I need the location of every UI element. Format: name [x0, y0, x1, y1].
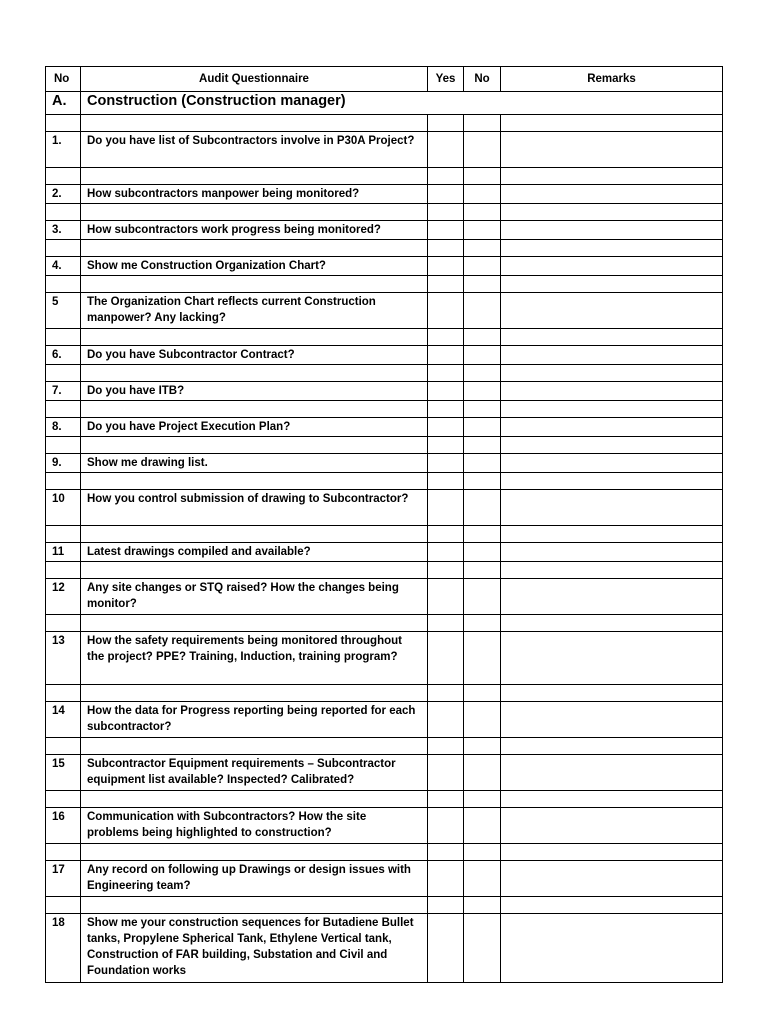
- spacer-cell: [46, 204, 81, 221]
- spacer-cell: [464, 685, 501, 702]
- yes-cell[interactable]: [428, 755, 464, 791]
- remarks-cell[interactable]: [501, 132, 723, 168]
- spacer-cell: [501, 473, 723, 490]
- no-cell[interactable]: [464, 257, 501, 276]
- remarks-cell[interactable]: [501, 914, 723, 983]
- remarks-cell[interactable]: [501, 543, 723, 562]
- question-text: How subcontractors work progress being monitored?: [81, 221, 428, 240]
- spacer-cell: [501, 844, 723, 861]
- no-cell[interactable]: [464, 702, 501, 738]
- header-no-answer: No: [464, 67, 501, 92]
- question-row: [46, 755, 723, 791]
- yes-cell[interactable]: [428, 221, 464, 240]
- question-text: The Organization Chart reflects current Construction manpower? Any lacking?: [81, 293, 428, 329]
- spacer-row: [46, 685, 723, 702]
- question-text: How the data for Progress reporting being reported for each subcontractor?: [81, 702, 428, 738]
- spacer-cell: [46, 401, 81, 418]
- spacer-cell: [501, 526, 723, 543]
- yes-cell[interactable]: [428, 543, 464, 562]
- question-row: [46, 861, 723, 897]
- question-number: 18: [46, 914, 81, 983]
- question-number: 12: [46, 579, 81, 615]
- question-row: [46, 382, 723, 401]
- no-cell[interactable]: [464, 346, 501, 365]
- spacer-cell: [501, 562, 723, 579]
- spacer-row: [46, 897, 723, 914]
- spacer-cell: [428, 791, 464, 808]
- remarks-cell[interactable]: [501, 490, 723, 526]
- question-row: [46, 808, 723, 844]
- spacer-cell: [81, 615, 428, 632]
- yes-cell[interactable]: [428, 490, 464, 526]
- spacer-cell: [46, 365, 81, 382]
- spacer-cell: [464, 897, 501, 914]
- question-text: Any site changes or STQ raised? How the changes being monitor?: [81, 579, 428, 615]
- yes-cell[interactable]: [428, 382, 464, 401]
- spacer-cell: [464, 401, 501, 418]
- spacer-cell: [81, 685, 428, 702]
- question-number: 2.: [46, 185, 81, 204]
- question-row: [46, 221, 723, 240]
- header-yes: Yes: [428, 67, 464, 92]
- remarks-cell[interactable]: [501, 579, 723, 615]
- spacer-cell: [501, 276, 723, 293]
- yes-cell[interactable]: [428, 346, 464, 365]
- spacer-cell: [501, 329, 723, 346]
- spacer-cell: [46, 897, 81, 914]
- yes-cell[interactable]: [428, 454, 464, 473]
- spacer-cell: [428, 473, 464, 490]
- question-row: [46, 454, 723, 473]
- spacer-row: [46, 204, 723, 221]
- spacer-cell: [501, 897, 723, 914]
- question-row: [46, 702, 723, 738]
- question-number: 10: [46, 490, 81, 526]
- yes-cell[interactable]: [428, 257, 464, 276]
- spacer-cell: [428, 526, 464, 543]
- spacer-cell: [501, 738, 723, 755]
- no-cell[interactable]: [464, 221, 501, 240]
- spacer-cell: [428, 115, 464, 132]
- no-cell[interactable]: [464, 185, 501, 204]
- remarks-cell[interactable]: [501, 257, 723, 276]
- spacer-row: [46, 473, 723, 490]
- question-number: 9.: [46, 454, 81, 473]
- spacer-cell: [46, 437, 81, 454]
- spacer-cell: [46, 526, 81, 543]
- question-row: [46, 579, 723, 615]
- spacer-cell: [81, 562, 428, 579]
- spacer-cell: [46, 791, 81, 808]
- yes-cell[interactable]: [428, 702, 464, 738]
- question-text: Latest drawings compiled and available?: [81, 543, 428, 562]
- spacer-cell: [81, 115, 428, 132]
- yes-cell[interactable]: [428, 418, 464, 437]
- no-cell[interactable]: [464, 632, 501, 685]
- question-text: Any record on following up Drawings or design issues with Engineering team?: [81, 861, 428, 897]
- yes-cell[interactable]: [428, 185, 464, 204]
- spacer-cell: [46, 329, 81, 346]
- question-text: Communication with Subcontractors? How the site problems being highlighted to construction?: [81, 808, 428, 844]
- spacer-cell: [46, 615, 81, 632]
- spacer-cell: [428, 615, 464, 632]
- section-title: Construction (Construction manager): [81, 92, 723, 115]
- remarks-cell[interactable]: [501, 755, 723, 791]
- no-cell[interactable]: [464, 808, 501, 844]
- spacer-cell: [81, 738, 428, 755]
- question-number: 16: [46, 808, 81, 844]
- spacer-cell: [428, 204, 464, 221]
- spacer-cell: [501, 437, 723, 454]
- spacer-cell: [46, 240, 81, 257]
- spacer-cell: [46, 562, 81, 579]
- spacer-cell: [464, 204, 501, 221]
- question-text: Do you have Subcontractor Contract?: [81, 346, 428, 365]
- no-cell[interactable]: [464, 543, 501, 562]
- spacer-row: [46, 168, 723, 185]
- spacer-cell: [81, 791, 428, 808]
- spacer-cell: [464, 844, 501, 861]
- question-number: 13: [46, 632, 81, 685]
- spacer-cell: [81, 437, 428, 454]
- yes-cell[interactable]: [428, 861, 464, 897]
- question-text: Show me Construction Organization Chart?: [81, 257, 428, 276]
- spacer-cell: [501, 615, 723, 632]
- spacer-cell: [428, 168, 464, 185]
- spacer-cell: [464, 240, 501, 257]
- remarks-cell[interactable]: [501, 293, 723, 329]
- spacer-cell: [464, 115, 501, 132]
- question-text: Do you have Project Execution Plan?: [81, 418, 428, 437]
- spacer-cell: [81, 276, 428, 293]
- spacer-cell: [81, 168, 428, 185]
- spacer-cell: [501, 240, 723, 257]
- spacer-cell: [464, 276, 501, 293]
- question-text: Subcontractor Equipment requirements – Subcontractor equipment list available? Inspected? Calibrated?: [81, 755, 428, 791]
- question-number: 5: [46, 293, 81, 329]
- no-cell[interactable]: [464, 490, 501, 526]
- question-row: [46, 418, 723, 437]
- no-cell[interactable]: [464, 755, 501, 791]
- question-text: Show me your construction sequences for Butadiene Bullet tanks, Propylene Spherical Tank, Ethylene Vertical tank, Construction of FAR building, Substation and Civil and Foundation works: [81, 914, 428, 983]
- remarks-cell[interactable]: [501, 221, 723, 240]
- spacer-cell: [501, 791, 723, 808]
- spacer-cell: [81, 240, 428, 257]
- question-text: Show me drawing list.: [81, 454, 428, 473]
- question-number: 14: [46, 702, 81, 738]
- spacer-cell: [464, 615, 501, 632]
- spacer-row: [46, 615, 723, 632]
- question-number: 11: [46, 543, 81, 562]
- section-label: A.: [46, 92, 81, 115]
- spacer-cell: [81, 329, 428, 346]
- question-text: Do you have ITB?: [81, 382, 428, 401]
- spacer-cell: [501, 401, 723, 418]
- spacer-cell: [464, 562, 501, 579]
- remarks-cell[interactable]: [501, 632, 723, 685]
- question-row: [46, 490, 723, 526]
- question-number: 7.: [46, 382, 81, 401]
- question-text: How you control submission of drawing to Subcontractor?: [81, 490, 428, 526]
- no-cell[interactable]: [464, 454, 501, 473]
- question-row: [46, 185, 723, 204]
- spacer-cell: [464, 168, 501, 185]
- spacer-cell: [428, 329, 464, 346]
- spacer-cell: [428, 365, 464, 382]
- question-text: Do you have list of Subcontractors involve in P30A Project?: [81, 132, 428, 168]
- spacer-row: [46, 115, 723, 132]
- yes-cell[interactable]: [428, 132, 464, 168]
- remarks-cell[interactable]: [501, 808, 723, 844]
- audit-table: [45, 66, 723, 983]
- spacer-row: [46, 401, 723, 418]
- spacer-cell: [46, 685, 81, 702]
- spacer-cell: [46, 473, 81, 490]
- question-row: [46, 257, 723, 276]
- yes-cell[interactable]: [428, 632, 464, 685]
- spacer-row: [46, 791, 723, 808]
- spacer-cell: [464, 437, 501, 454]
- yes-cell[interactable]: [428, 914, 464, 983]
- spacer-cell: [501, 365, 723, 382]
- spacer-cell: [428, 562, 464, 579]
- spacer-cell: [81, 365, 428, 382]
- question-text: How subcontractors manpower being monitored?: [81, 185, 428, 204]
- spacer-cell: [81, 401, 428, 418]
- spacer-cell: [428, 844, 464, 861]
- no-cell[interactable]: [464, 382, 501, 401]
- remarks-cell[interactable]: [501, 861, 723, 897]
- spacer-cell: [46, 844, 81, 861]
- yes-cell[interactable]: [428, 293, 464, 329]
- spacer-cell: [428, 685, 464, 702]
- no-cell[interactable]: [464, 579, 501, 615]
- spacer-row: [46, 240, 723, 257]
- spacer-cell: [46, 115, 81, 132]
- spacer-cell: [501, 685, 723, 702]
- question-number: 1.: [46, 132, 81, 168]
- spacer-row: [46, 738, 723, 755]
- spacer-cell: [81, 473, 428, 490]
- spacer-cell: [81, 844, 428, 861]
- no-cell[interactable]: [464, 293, 501, 329]
- spacer-cell: [464, 473, 501, 490]
- spacer-cell: [464, 738, 501, 755]
- question-text: How the safety requirements being monitored throughout the project? PPE? Training, Induction, training program?: [81, 632, 428, 685]
- spacer-row: [46, 329, 723, 346]
- remarks-cell[interactable]: [501, 382, 723, 401]
- question-number: 6.: [46, 346, 81, 365]
- spacer-row: [46, 844, 723, 861]
- header-row: [46, 67, 723, 92]
- spacer-cell: [428, 240, 464, 257]
- question-number: 3.: [46, 221, 81, 240]
- question-number: 15: [46, 755, 81, 791]
- remarks-cell[interactable]: [501, 185, 723, 204]
- question-number: 8.: [46, 418, 81, 437]
- question-row: [46, 632, 723, 685]
- no-cell[interactable]: [464, 418, 501, 437]
- question-row: [46, 132, 723, 168]
- spacer-cell: [464, 329, 501, 346]
- question-row: [46, 346, 723, 365]
- spacer-cell: [428, 401, 464, 418]
- spacer-cell: [428, 738, 464, 755]
- spacer-cell: [464, 791, 501, 808]
- question-number: 17: [46, 861, 81, 897]
- spacer-cell: [81, 526, 428, 543]
- spacer-cell: [501, 204, 723, 221]
- header-question: Audit Questionnaire: [81, 67, 428, 92]
- yes-cell[interactable]: [428, 808, 464, 844]
- remarks-cell[interactable]: [501, 454, 723, 473]
- spacer-row: [46, 437, 723, 454]
- spacer-cell: [428, 437, 464, 454]
- spacer-cell: [501, 115, 723, 132]
- question-row: [46, 293, 723, 329]
- spacer-row: [46, 562, 723, 579]
- no-cell[interactable]: [464, 861, 501, 897]
- spacer-cell: [464, 365, 501, 382]
- no-cell[interactable]: [464, 132, 501, 168]
- spacer-cell: [81, 204, 428, 221]
- question-number: 4.: [46, 257, 81, 276]
- question-row: [46, 914, 723, 983]
- spacer-row: [46, 276, 723, 293]
- spacer-cell: [428, 276, 464, 293]
- remarks-cell[interactable]: [501, 702, 723, 738]
- header-no: No: [46, 67, 81, 92]
- remarks-cell[interactable]: [501, 418, 723, 437]
- spacer-cell: [501, 168, 723, 185]
- yes-cell[interactable]: [428, 579, 464, 615]
- spacer-cell: [464, 526, 501, 543]
- remarks-cell[interactable]: [501, 346, 723, 365]
- spacer-row: [46, 365, 723, 382]
- spacer-cell: [428, 897, 464, 914]
- spacer-cell: [46, 276, 81, 293]
- header-remarks: Remarks: [501, 67, 723, 92]
- spacer-cell: [81, 897, 428, 914]
- section-row: [46, 92, 723, 115]
- no-cell[interactable]: [464, 914, 501, 983]
- spacer-cell: [46, 738, 81, 755]
- question-row: [46, 543, 723, 562]
- spacer-cell: [46, 168, 81, 185]
- spacer-row: [46, 526, 723, 543]
